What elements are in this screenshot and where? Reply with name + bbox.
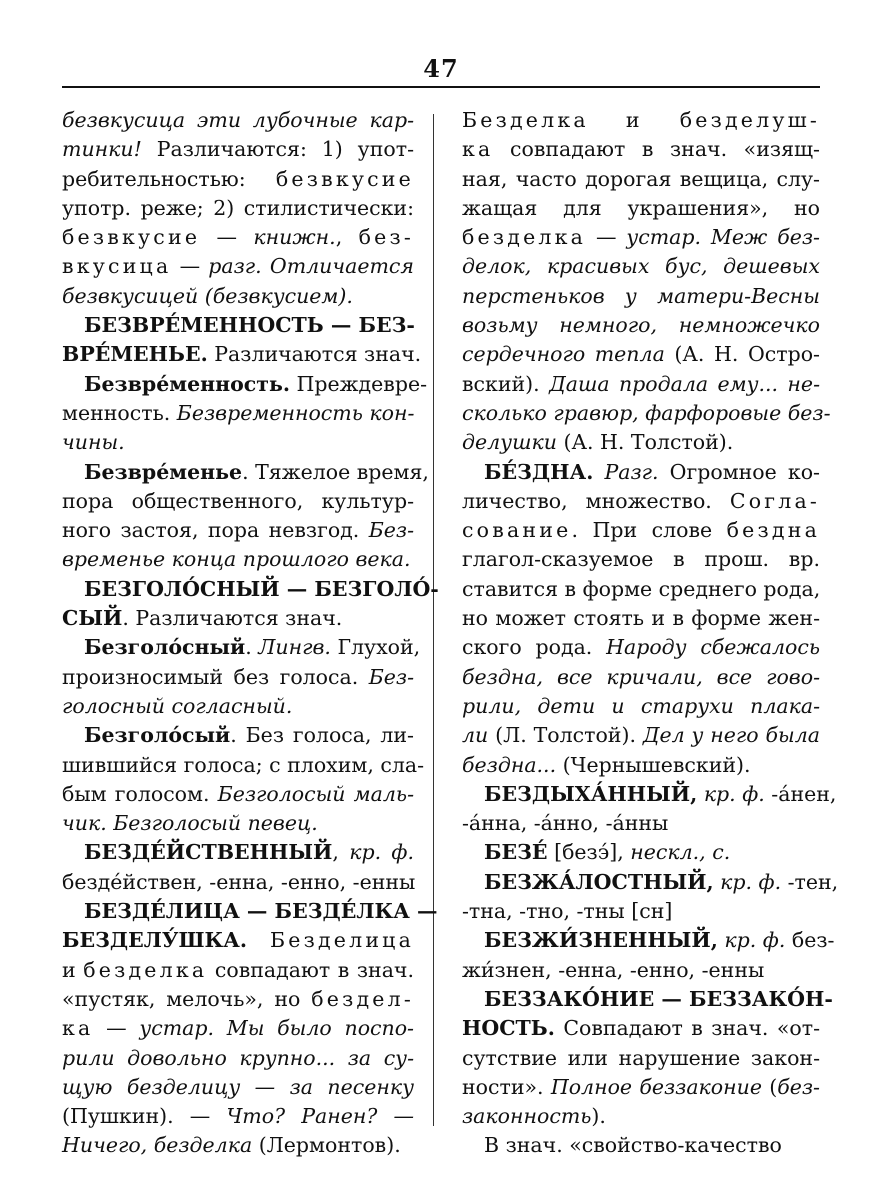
text-line: ли (Л. Толстой). Дел у него была: [462, 723, 820, 748]
text-line: рили, дети и старухи плака-: [462, 693, 820, 718]
text-line: шившийся голоса; с плохим, сла-: [62, 752, 425, 777]
text-line: сутствие или нарушение закон-: [462, 1045, 820, 1070]
text-line: ставится в форме среднего рода,: [462, 576, 821, 601]
text-line: делок, красивых бус, дешевых: [462, 254, 820, 279]
text-line: ного застоя, пора невзгод. Без-: [62, 518, 414, 543]
text-line: делушки (А. Н. Толстой).: [462, 430, 734, 455]
text-line: безвкусица эти лубочные кар-: [62, 108, 414, 132]
text-line: жащая для украшения», но: [462, 195, 820, 220]
text-line: менность. Безвременность кон-: [62, 400, 415, 425]
text-line: -а́нна, -а́нно, -а́нны: [462, 811, 669, 836]
text-line: В знач. «свойство-качество: [484, 1133, 782, 1158]
left-column: [62, 106, 439, 1161]
text-line: Безголо́сный. Лингв. Глухой,: [84, 635, 421, 660]
text-line: БЕЗДЕЛУ́ШКА. Безделица: [62, 928, 414, 953]
text-line: жи́знен, -енна, -енно, -енны: [462, 957, 765, 982]
text-line: ребительностью: безвкусие: [62, 166, 414, 191]
text-line: личество, множество. Согла-: [462, 488, 820, 513]
text-line: бездна... (Чернышевский).: [462, 752, 751, 777]
text-line: временье конца прошлого века.: [62, 547, 411, 572]
text-line: перстеньков у матери-Весны: [462, 283, 820, 308]
text-line: ная, часто дорогая вещица, слу-: [462, 166, 820, 191]
text-line: глагол-сказуемое в прош. вр.: [462, 547, 820, 572]
text-line: БЕ́ЗДНА. Разг. Огромное ко-: [484, 459, 820, 484]
text-line: рили довольно крупно... за су-: [62, 1045, 414, 1070]
text-line: сердечного тепла (А. Н. Остро-: [462, 342, 820, 367]
text-line: Безвре́менье. Тяжелое время,: [84, 459, 429, 484]
text-line: БЕЗДЕ́ЛИЦА — БЕЗДЕ́ЛКА —: [84, 899, 438, 924]
text-line: ка — устар. Мы было поспо-: [62, 1016, 414, 1041]
text-line: сование. При слове бездна: [462, 518, 820, 543]
text-line: употр. реже; 2) стилистически:: [62, 195, 414, 220]
column-divider: [433, 114, 434, 1126]
text-line: Ничего, безделка (Лермонтов).: [62, 1133, 401, 1158]
text-line: БЕЗЕ́ [безэ́], нескл., с.: [484, 840, 731, 865]
text-line: СЫЙ. Различаются знач.: [62, 606, 343, 631]
page-number: 47: [423, 54, 459, 83]
text-line: и безделка совпадают в знач.: [62, 957, 414, 982]
text-line: безвкусицей (безвкусием).: [62, 283, 353, 308]
text-line: голосный согласный.: [62, 693, 293, 718]
text-line: ка совпадают в знач. «изящ-: [462, 137, 820, 162]
text-line: но может стоять и в форме жен-: [462, 606, 820, 631]
text-line: ности». Полное беззаконие (без-: [462, 1074, 820, 1099]
text-line: чик. Безголосый певец.: [62, 811, 318, 836]
text-line: БЕЗЖИ́ЗНЕННЫЙ, кр. ф. без-: [484, 928, 835, 953]
text-line: БЕЗДЕ́ЙСТВЕННЫЙ, кр. ф.: [84, 840, 414, 865]
text-line: БЕЗГОЛО́СНЫЙ — БЕЗГОЛО́-: [84, 576, 439, 601]
text-line: возьму немного, немножечко: [462, 313, 820, 338]
text-line: БЕЗДЫХА́ННЫЙ, кр. ф. -а́нен,: [484, 781, 837, 806]
text-line: Безвре́менность. Преждевре-: [84, 371, 428, 396]
right-column: [462, 106, 839, 1161]
text-line: бездна, все кричали, все гово-: [462, 664, 820, 689]
text-line: Безголо́сый. Без голоса, ли-: [84, 723, 414, 748]
text-line: -тна, -тно, -тны [сн]: [462, 899, 673, 924]
text-line: «пустяк, мелочь», но бездел-: [62, 986, 414, 1011]
text-line: НОСТЬ. Совпадают в знач. «от-: [462, 1016, 820, 1041]
text-line: ВРЕ́МЕНЬЕ. Различаются знач.: [62, 342, 422, 367]
text-line: (Пушкин). — Что? Ранен? —: [62, 1104, 415, 1129]
text-line: произносимый без голоса. Без-: [62, 664, 414, 689]
text-line: вский). Даша продала ему... не-: [462, 371, 820, 396]
text-line: законность).: [462, 1104, 606, 1129]
text-line: БЕЗВРЕ́МЕННОСТЬ — БЕЗ-: [84, 313, 415, 338]
text-line: тинки! Различаются: 1) упот-: [62, 137, 414, 162]
text-line: бым голосом. Безголосый маль-: [62, 781, 415, 806]
text-line: БЕЗЖА́ЛОСТНЫЙ, кр. ф. -тен,: [484, 869, 839, 894]
text-line: БЕЗЗАКО́НИЕ — БЕЗЗАКО́Н-: [484, 986, 833, 1011]
text-line: пора общественного, культур-: [62, 488, 414, 513]
text-line: ского рода. Народу сбежалось: [462, 635, 821, 660]
text-line: чины.: [62, 430, 125, 455]
text-line: вкусица — разг. Отличается: [62, 254, 414, 279]
text-line: безде́йствен, -енна, -енно, -енны: [62, 869, 416, 894]
text-line: Безделка и безделуш-: [462, 108, 820, 132]
text-line: сколько гравюр, фарфоровые без-: [462, 400, 831, 425]
text-line: безделка — устар. Меж без-: [462, 225, 820, 250]
header-rule: [62, 86, 820, 88]
text-line: щую безделицу — за песенку: [62, 1074, 414, 1099]
text-line: безвкусие — книжн., без-: [62, 225, 414, 250]
